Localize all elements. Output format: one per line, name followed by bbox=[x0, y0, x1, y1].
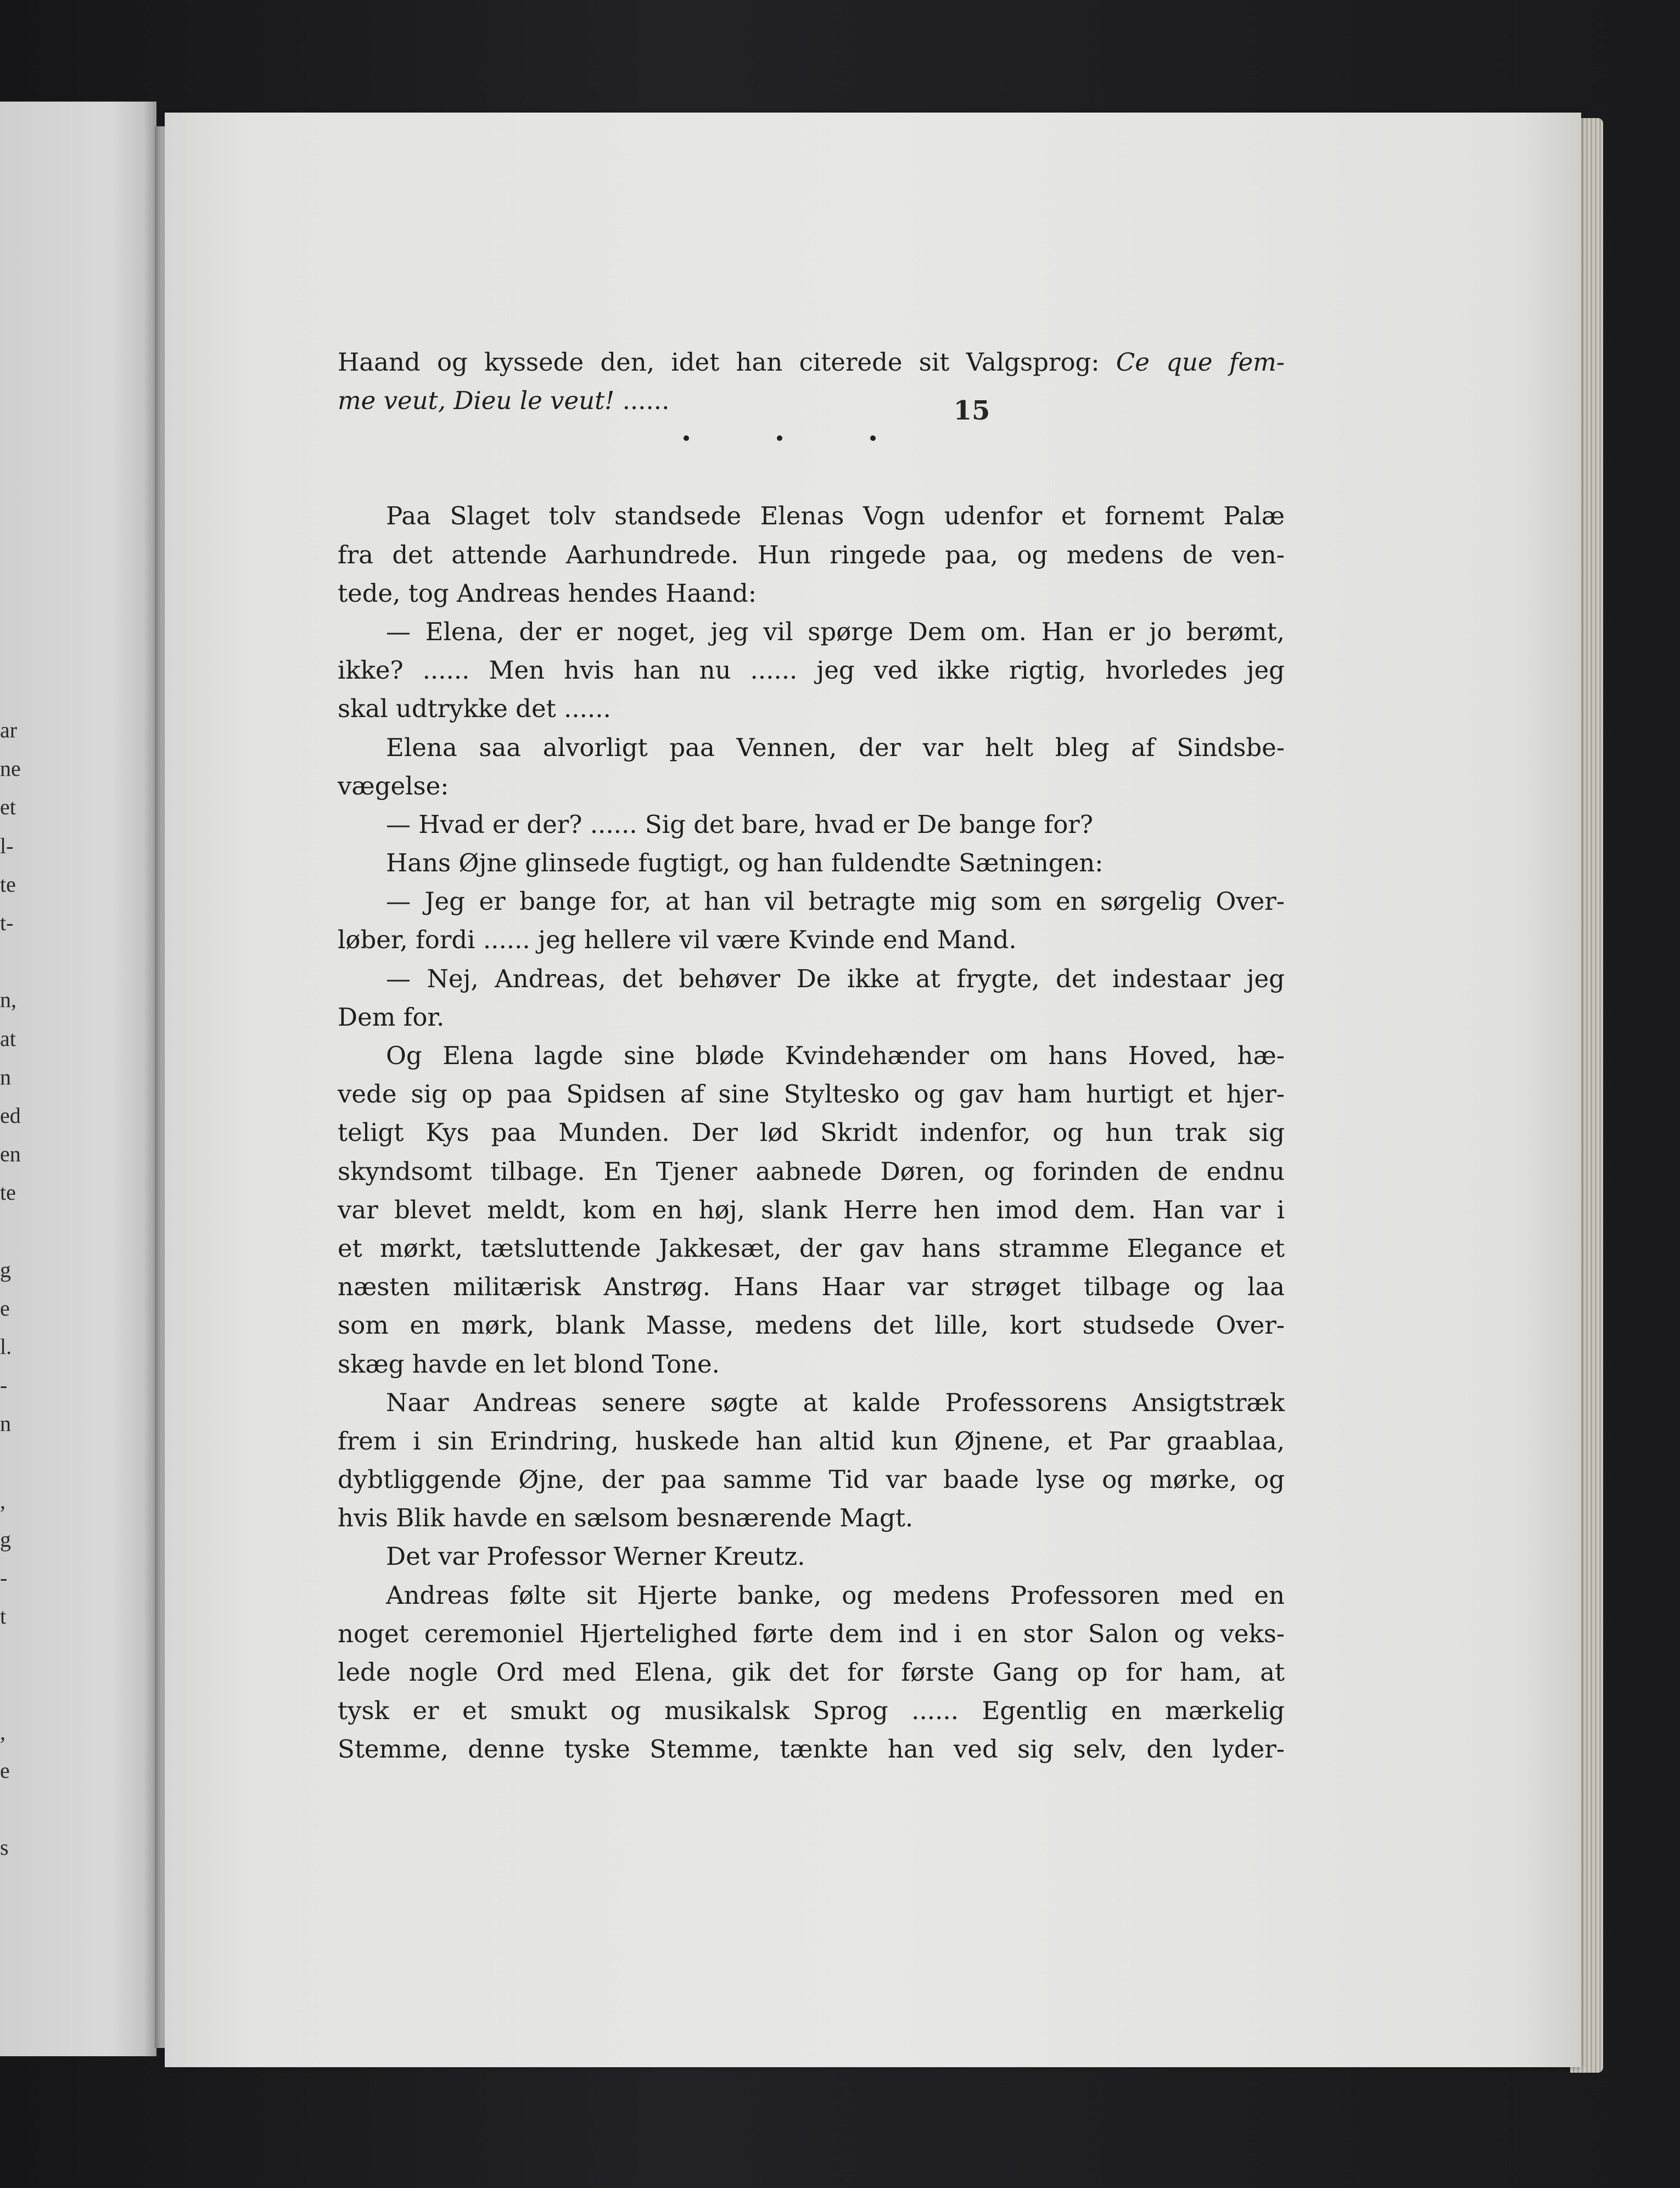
left-page-fragment: l. bbox=[0, 1334, 12, 1359]
text-line: var blevet meldt, kom en høj, slank Herre hen imod dem. Han var i bbox=[338, 1195, 1285, 1224]
text-line: næsten militærisk Anstrøg. Hans Haar var strøget tilbage og laa bbox=[338, 1272, 1285, 1302]
opening-italic-text: Ce que fem- bbox=[1116, 348, 1285, 377]
left-page-fragment: n, bbox=[0, 987, 16, 1012]
text-line: — Elena, der er noget, jeg vil spørge Dem om. Han er jo berømt, bbox=[386, 617, 1285, 646]
section-break-star bbox=[777, 435, 782, 441]
left-page-fragment: g bbox=[0, 1257, 11, 1282]
page-number: 15 bbox=[953, 395, 990, 426]
left-page-fragment bbox=[0, 942, 22, 981]
text-line: dybtliggende Øjne, der paa samme Tid var baade lyse og mørke, og bbox=[338, 1465, 1285, 1495]
text-line: — Hvad er der? ...... Sig det bare, hvad er De bange for? bbox=[386, 809, 1093, 839]
text-line: ikke? ...... Men hvis han nu ...... jeg ved ikke rigtig, hvorledes jeg bbox=[338, 656, 1285, 685]
text-line: vægelse: bbox=[338, 771, 449, 801]
opening-italic-text: me veut, Dieu le veut! bbox=[338, 386, 623, 416]
left-page-fragment bbox=[0, 1212, 22, 1250]
left-page-fragment: - bbox=[0, 1565, 8, 1591]
left-page-fragment: te bbox=[0, 871, 16, 897]
left-page-text-fragments bbox=[0, 711, 22, 1867]
opening-roman-text: Haand og kyssede den, idet han citerede sit Valgsprog: bbox=[338, 348, 1116, 377]
left-page-fragment: ar bbox=[0, 718, 18, 742]
text-line: Elena saa alvorligt paa Vennen, der var helt bleg af Sindsbe- bbox=[386, 732, 1285, 762]
text-line: Og Elena lagde sine bløde Kvindehænder om hans Hoved, hæ- bbox=[386, 1041, 1285, 1070]
text-line bbox=[338, 343, 1285, 382]
text-line: — Nej, Andreas, det behøver De ikke at frygte, det indestaar jeg bbox=[386, 964, 1285, 993]
text-line: vede sig op paa Spidsen af sine Styltesko og gav ham hurtigt et hjer- bbox=[338, 1079, 1285, 1109]
text-line: Andreas følte sit Hjerte banke, og medens Professoren med en bbox=[386, 1580, 1285, 1610]
left-page-fragment: n bbox=[0, 1064, 11, 1089]
text-line bbox=[338, 382, 1285, 420]
text-line: noget ceremoniel Hjertelighed førte dem ind i en stor Salon og veks- bbox=[338, 1619, 1285, 1648]
section-break-star bbox=[684, 435, 689, 441]
text-line: et mørkt, tætsluttende Jakkesæt, der gav hans stramme Elegance et bbox=[338, 1233, 1285, 1263]
left-page-fragment: t bbox=[0, 1604, 7, 1629]
text-line: Hans Øjne glinsede fugtigt, og han fuldendte Sætningen: bbox=[386, 848, 1104, 878]
left-page-fragment: ed bbox=[0, 1103, 21, 1128]
text-line: Stemme, denne tyske Stemme, tænkte han ved sig selv, den lyder- bbox=[338, 1734, 1285, 1764]
text-line: fra det attende Aarhundrede. Hun ringede paa, og medens de ven- bbox=[338, 540, 1285, 569]
text-line: hvis Blik havde en sælsom besnærende Magt. bbox=[338, 1503, 914, 1533]
left-page-fragment: n bbox=[0, 1411, 11, 1436]
text-line: Naar Andreas senere søgte at kalde Professorens Ansigtstræk bbox=[386, 1387, 1285, 1417]
paragraph-lines bbox=[338, 497, 1285, 1769]
text-line: skyndsomt tilbage. En Tjener aabnede Døren, og forinden de endnu bbox=[338, 1156, 1285, 1186]
section-break bbox=[338, 420, 1285, 497]
text-line: lede nogle Ord med Elena, gik det for første Gang op for ham, at bbox=[338, 1658, 1285, 1687]
left-page-fragment: et bbox=[0, 794, 16, 820]
opening-roman-text: ...... bbox=[622, 386, 670, 416]
left-page-fragment: e bbox=[0, 1758, 10, 1783]
text-line: Dem for. bbox=[338, 1002, 445, 1032]
left-page-fragment: e bbox=[0, 1295, 10, 1320]
left-page-fragment bbox=[0, 1790, 22, 1828]
left-page-fragment: t- bbox=[0, 910, 14, 935]
text-line: som en mørk, blank Masse, medens det lille, kort studsede Over- bbox=[338, 1311, 1285, 1340]
left-page-fragment: - bbox=[0, 1373, 8, 1398]
text-line: skæg havde en let blond Tone. bbox=[338, 1349, 720, 1379]
text-line: — Jeg er bange for, at han vil betragte mig som en sørgelig Over- bbox=[386, 887, 1285, 916]
left-page-fragment: , bbox=[0, 1488, 5, 1513]
left-page-fragment: at bbox=[0, 1026, 16, 1051]
text-line: skal udtrykke det ...... bbox=[338, 694, 611, 724]
text-line: tysk er et smukt og musikalsk Sprog ...... Egentlig en mærkelig bbox=[338, 1696, 1285, 1726]
left-page-fragment: en bbox=[0, 1141, 21, 1167]
left-page-fragment bbox=[0, 1636, 22, 1675]
left-page-fragment bbox=[0, 1675, 22, 1713]
left-page-fragment: s bbox=[0, 1835, 9, 1860]
left-page-fragment: ne bbox=[0, 756, 21, 781]
left-page-fragment bbox=[0, 1443, 22, 1482]
left-page-fragment: l- bbox=[0, 833, 14, 858]
left-page-fragment: , bbox=[0, 1719, 5, 1744]
left-page-fragment: g bbox=[0, 1526, 11, 1552]
body-text bbox=[338, 343, 1285, 1769]
text-line: teligt Kys paa Munden. Der lød Skridt indenfor, og hun trak sig bbox=[338, 1118, 1285, 1148]
left-page-fragment: te bbox=[0, 1180, 16, 1205]
left-facing-page bbox=[0, 102, 156, 2056]
text-line: frem i sin Erindring, huskede han altid kun Øjnene, et Par graablaa, bbox=[338, 1426, 1285, 1456]
text-line: tede, tog Andreas hendes Haand: bbox=[338, 578, 757, 608]
section-break-star bbox=[870, 435, 876, 441]
text-line: Paa Slaget tolv standsede Elenas Vogn udenfor et fornemt Palæ bbox=[386, 501, 1285, 531]
text-line: Det var Professor Werner Kreutz. bbox=[386, 1542, 805, 1571]
text-line: løber, fordi ...... jeg hellere vil være Kvinde end Mand. bbox=[338, 925, 1017, 955]
